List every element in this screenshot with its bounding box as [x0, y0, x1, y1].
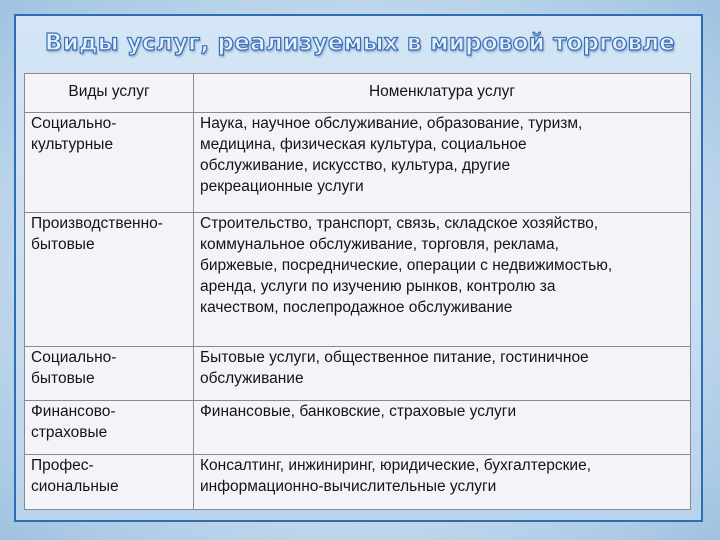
- service-nomenclature-text: Консалтинг, инжиниринг, юридические, бухгалтерские, информационно-вычислительные услуги: [200, 457, 592, 495]
- header-service-kinds: Виды услуг: [25, 74, 194, 113]
- service-kind-cell: [25, 455, 194, 510]
- service-kind-text: Социально- бытовые: [31, 349, 117, 387]
- service-nomenclature-cell: [194, 213, 691, 347]
- services-table: [24, 73, 691, 510]
- table-row: [25, 213, 691, 347]
- service-kind-cell: [25, 401, 194, 455]
- service-kind-cell: [25, 213, 194, 347]
- service-kind-cell: [25, 113, 194, 213]
- service-kind-text: Производственно- бытовые: [31, 215, 163, 253]
- service-nomenclature-cell: [194, 113, 691, 213]
- service-kind-text: Социально- культурные: [31, 115, 117, 153]
- service-kind-text: Финансово- страховые: [31, 403, 116, 441]
- slide-title: Виды услуг, реализуемых в мировой торговле: [44, 30, 676, 56]
- service-nomenclature-cell: [194, 347, 691, 401]
- service-nomenclature-cell: [194, 455, 691, 510]
- service-nomenclature-text: Наука, научное обслуживание, образование, туризм, медицина, физическая культура, социальное обслуживание, искусство, культура, другие рекреационные услуги: [200, 115, 583, 195]
- table-row: [25, 113, 691, 213]
- service-nomenclature-text: Строительство, транспорт, связь, складское хозяйство, коммунальное обслуживание, торговля, реклама, биржевые, посреднические, операции с недвижимостью, аренда, услуги по изучению рынков, контролю за качеством, послепродажное обслуживание: [200, 215, 613, 316]
- service-nomenclature-cell: [194, 401, 691, 455]
- service-kind-cell: [25, 347, 194, 401]
- table-row: [25, 455, 691, 510]
- service-kind-text: Профес- сиональные: [31, 457, 119, 495]
- table-row: [25, 401, 691, 455]
- service-nomenclature-text: Финансовые, банковские, страховые услуги: [200, 403, 517, 420]
- table-row: [25, 347, 691, 401]
- service-nomenclature-text: Бытовые услуги, общественное питание, гостиничное обслуживание: [200, 349, 589, 387]
- header-service-nomenclature: Номенклатура услуг: [194, 74, 691, 113]
- table-header-row: [25, 74, 691, 113]
